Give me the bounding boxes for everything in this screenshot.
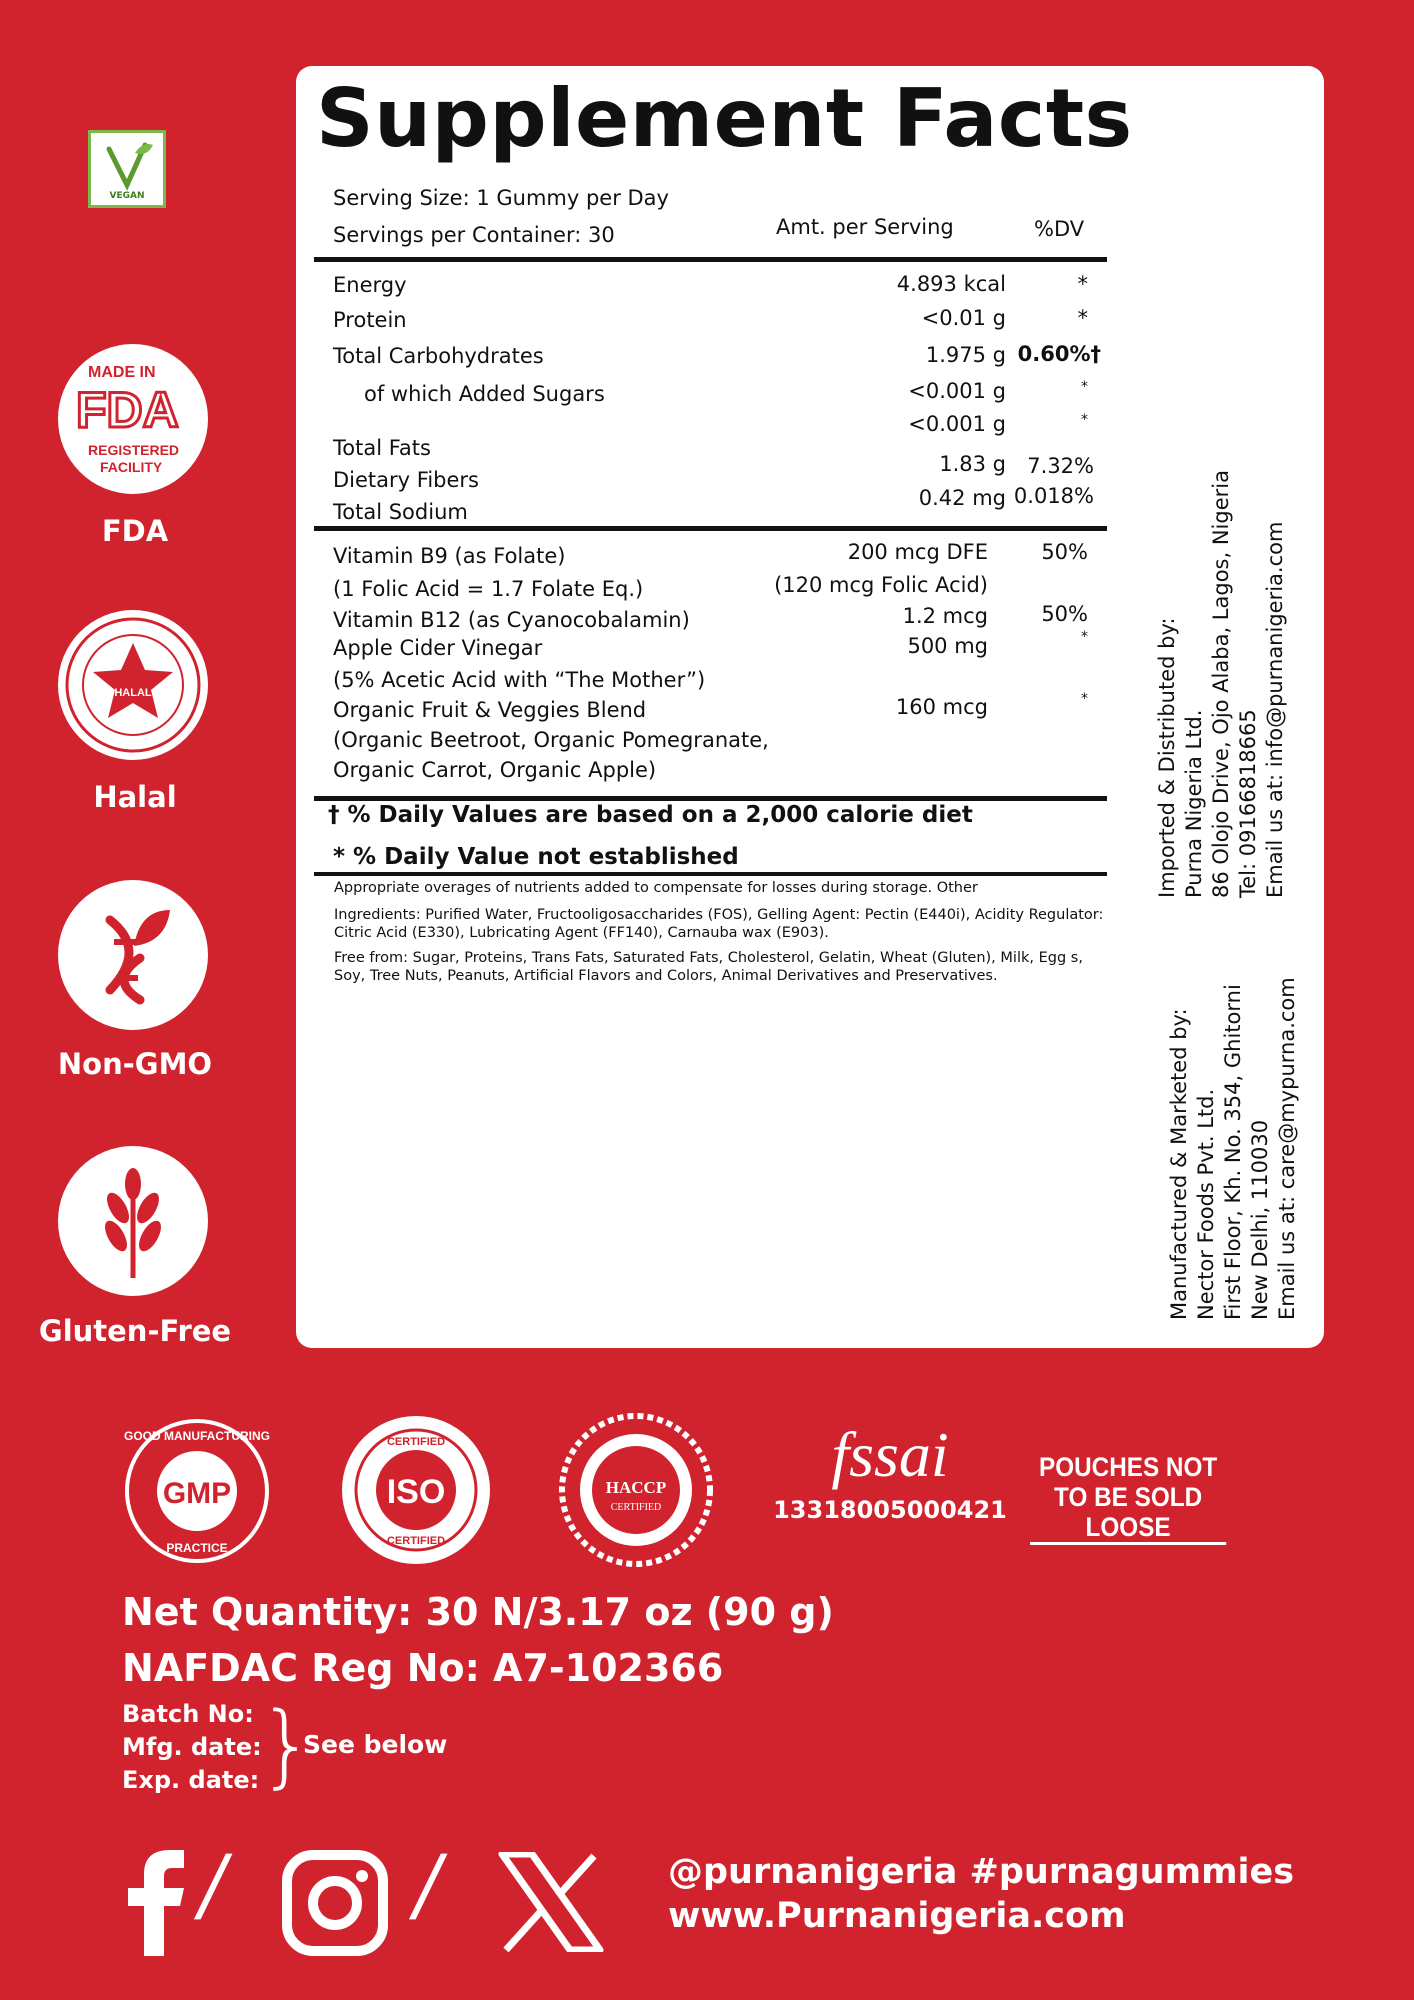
batch-info <box>122 1698 262 1797</box>
row-amount: 4.893 kcal <box>896 272 1006 296</box>
svg-text:FDA: FDA <box>76 382 179 438</box>
row-name: (1 Folic Acid = 1.7 Folate Eq.) <box>333 577 644 601</box>
svg-text:CERTIFIED: CERTIFIED <box>610 1502 662 1513</box>
svg-text:CERTIFIED: CERTIFIED <box>386 1436 446 1448</box>
halal-label: Halal <box>93 780 177 814</box>
haccp-icon <box>556 1410 716 1570</box>
social-handles[interactable]: @purnanigeria #purnagummies <box>668 1852 1295 1892</box>
row-amount: (120 mcg Folic Acid) <box>774 573 988 597</box>
row-dv: 50% <box>1041 540 1088 564</box>
supplement-facts-panel <box>296 66 1324 1348</box>
row-name: (Organic Beetroot, Organic Pomegranate, <box>333 728 769 752</box>
importer-line: Tel: 09166818665 <box>1236 709 1260 898</box>
wheat-icon <box>58 1146 208 1296</box>
row-amount: 200 mcg DFE <box>847 540 988 564</box>
ingredients: Ingredients: Purified Water, Fructooligosaccharides (FOS), Gelling Agent: Pectin (E440i), Acidity Regulator: Citric Acid (E330), Lubricating Agent (FF140), Carnauba wax (E903). <box>334 907 1104 941</box>
net-quantity: Net Quantity: 30 N/3.17 oz (90 g) <box>122 1590 834 1634</box>
row-name: Vitamin B9 (as Folate) <box>333 544 566 568</box>
exp-date-label: Exp. date: <box>122 1766 260 1794</box>
row-dv: 0.018% <box>1013 484 1094 508</box>
row-dv: 0.60%† <box>1017 342 1101 366</box>
x-twitter-icon[interactable] <box>498 1852 604 1952</box>
separator-slash: / <box>191 1838 236 1931</box>
svg-text:PRACTICE: PRACTICE <box>166 1541 228 1555</box>
row-dv: 7.32% <box>1027 454 1094 478</box>
iso-seal <box>338 1412 494 1568</box>
fssai-license-number: 13318005000421 <box>773 1496 1007 1524</box>
row-dv: * <box>1077 306 1088 330</box>
svg-text:HALAL: HALAL <box>114 687 152 699</box>
vegan-badge <box>88 130 166 208</box>
separator-slash: / <box>406 1838 451 1931</box>
row-name: Total Carbohydrates <box>333 344 544 368</box>
manufacturer-line: Email us at: care@mypurna.com <box>1275 977 1299 1320</box>
row-name: Energy <box>333 273 407 297</box>
row-dv: * <box>1077 272 1088 296</box>
row-amount: 1.83 g <box>939 452 1006 476</box>
row-name: Dietary Fibers <box>333 468 479 492</box>
non-gmo-badge <box>58 880 208 1030</box>
iso-icon <box>338 1412 494 1568</box>
row-amount: 1.2 mcg <box>902 604 988 628</box>
halal-badge <box>58 610 208 760</box>
row-amount: 0.42 mg <box>918 486 1006 510</box>
supplement-facts-title: Supplement Facts <box>316 72 1133 165</box>
batch-no-label: Batch No: <box>122 1700 254 1728</box>
dna-leaf-icon <box>58 880 208 1030</box>
row-amount: <0.01 g <box>921 306 1006 330</box>
row-amount: <0.001 g <box>908 412 1006 436</box>
pouches-warning: POUCHES NOT TO BE SOLD LOOSE <box>1030 1452 1226 1545</box>
halal-seal-icon <box>58 610 208 760</box>
importer-block <box>1154 470 1289 898</box>
svg-text:GMP: GMP <box>162 1477 232 1510</box>
svg-text:HACCP: HACCP <box>605 1478 667 1497</box>
fda-logo-icon <box>58 344 208 494</box>
row-dv: * <box>1081 629 1088 645</box>
row-amount: <0.001 g <box>908 379 1006 403</box>
website-link[interactable]: www.Purnanigeria.com <box>668 1896 1126 1936</box>
svg-text:REGISTERED: REGISTERED <box>88 442 180 458</box>
leaf-v-icon <box>91 139 163 195</box>
svg-text:CERTIFIED: CERTIFIED <box>386 1535 446 1547</box>
row-name: of which Added Sugars <box>364 382 605 406</box>
fda-label: FDA <box>101 514 169 548</box>
importer-line: Purna Nigeria Ltd. <box>1182 709 1206 898</box>
row-name: Organic Fruit & Veggies Blend <box>333 698 647 722</box>
manufacturer-line: New Delhi, 110030 <box>1248 1119 1272 1320</box>
row-amount: 1.975 g <box>925 343 1006 367</box>
overages-note: Appropriate overages of nutrients added to compensate for losses during storage. Other <box>334 880 978 896</box>
gmp-seal <box>122 1416 272 1566</box>
row-amount: 160 mcg <box>895 695 988 719</box>
row-dv: * <box>1081 379 1088 395</box>
row-dv: * <box>1081 691 1088 707</box>
row-amount: 500 mg <box>907 634 988 658</box>
fssai-logo: fssai <box>831 1419 949 1490</box>
mfg-date-label: Mfg. date: <box>122 1733 262 1761</box>
svg-text:ISO: ISO <box>386 1473 446 1511</box>
non-gmo-label: Non-GMO <box>57 1047 213 1081</box>
row-name: Total Sodium <box>333 500 468 524</box>
manufacturer-line: Nector Foods Pvt. Ltd. <box>1194 1088 1218 1320</box>
row-name: Vitamin B12 (as Cyanocobalamin) <box>333 608 690 632</box>
row-name: (5% Acetic Acid with “The Mother”) <box>333 668 706 692</box>
footnote-dagger: † % Daily Values are based on a 2,000 calorie diet <box>328 802 973 828</box>
row-name: Total Fats <box>333 436 431 460</box>
importer-line: Email us at: info@purnanigeria.com <box>1263 521 1287 898</box>
fssai-block <box>770 1420 1010 1524</box>
gmp-icon <box>122 1416 272 1566</box>
rule-thin <box>314 872 1107 876</box>
manufacturer-line: First Floor, Kh. No. 354, Ghitorni <box>1221 984 1245 1320</box>
serving-size: Serving Size: 1 Gummy per Day <box>333 186 669 210</box>
haccp-seal <box>556 1410 716 1570</box>
servings-per-container: Servings per Container: 30 <box>333 223 615 247</box>
row-dv: * <box>1081 412 1088 428</box>
see-below: See below <box>303 1730 448 1759</box>
row-name: Apple Cider Vinegar <box>333 636 543 660</box>
footnote-star: * % Daily Value not established <box>333 844 739 870</box>
gluten-free-badge <box>58 1146 208 1296</box>
fda-badge <box>58 344 208 494</box>
rule-thick <box>314 257 1107 262</box>
row-name: Protein <box>333 308 407 332</box>
instagram-icon[interactable] <box>282 1850 388 1956</box>
column-amount-header: Amt. per Serving <box>776 215 954 239</box>
column-dv-header: %DV <box>1034 217 1085 241</box>
svg-text:GOOD MANUFACTURING: GOOD MANUFACTURING <box>124 1429 270 1443</box>
svg-text:MADE IN: MADE IN <box>88 364 156 381</box>
gluten-free-label: Gluten-Free <box>38 1314 232 1348</box>
facebook-icon[interactable] <box>120 1846 190 1956</box>
nafdac-reg: NAFDAC Reg No: A7-102366 <box>122 1646 724 1690</box>
row-name: Organic Carrot, Organic Apple) <box>333 758 657 782</box>
row-dv: 50% <box>1041 602 1088 626</box>
importer-line: 86 Olojo Drive, Ojo Alaba, Lagos, Nigeria <box>1209 470 1233 898</box>
svg-text:FACILITY: FACILITY <box>100 459 163 475</box>
importer-line: Imported & Distributed by: <box>1155 617 1179 898</box>
manufacturer-line: Manufactured & Marketed by: <box>1167 1008 1191 1320</box>
free-from: Free from: Sugar, Proteins, Trans Fats, Saturated Fats, Cholesterol, Gelatin, Wheat (Gluten), Milk, Egg s, Soy, Tree Nuts, Peanuts, Artificial Flavors and Colors, Animal Derivatives and Preservatives. <box>334 950 1083 984</box>
rule-thick <box>314 526 1107 531</box>
brace-icon: } <box>258 1693 316 1798</box>
manufacturer-block <box>1166 977 1301 1320</box>
rule-thick <box>314 796 1107 801</box>
vegan-label: VEGAN <box>109 191 145 201</box>
